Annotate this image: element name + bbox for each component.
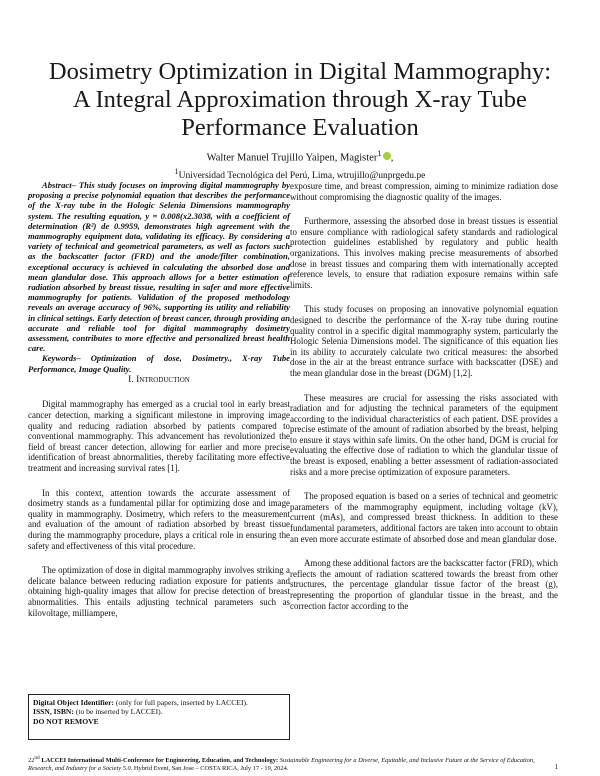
abstract-label: Abstract: [42, 180, 72, 190]
right-paragraph: The proposed equation is based on a series of technical and geometric parameters of the mammography equipment, including voltage (kV), current (mAs), and compressed breast thickness. In addition to these fundamental parameters, additional factors are taken into account to obtain an even more accurate estimate of absorbed dose and mean glandular dose.: [290, 491, 558, 544]
keywords: [28, 353, 290, 373]
footer-venue: Hybrid Event, San Jose – COSTA RICA, July 17 - 19, 2024.: [132, 765, 289, 773]
keywords-label: Keywords: [42, 353, 77, 364]
footer-conference: LACCEI International Multi-Conference for Engineering, Education, and Technology:: [39, 757, 279, 765]
section-number: I.: [128, 374, 134, 385]
doi-label: Digital Object Identifier:: [33, 698, 114, 707]
right-paragraph: This study focuses on proposing an innovative polynomial equation designed to describe the performance of the X-ray tube during routine quality control in a specific digital mammography system, particularly the Hologic Selenia Dimensions model. The significance of this equation lies in its ability to accurately calculate two critical measures: the absorbed dose in the air at the breast entrance surface with backscatter (DSE) and the mean glandular dose in the breast (DGM) [1,2].: [290, 304, 558, 378]
abstract-text: – This study focuses on improving digital mammography by proposing a precise polynomial equation that describes the performance of the X-ray tube in the Hologic Selenia Dimensions mammography system. The resulting equation, y = 0.008(x2.3038, with a coefficient of determination (R²) de 0.9959, demonstrates high agreement with the mammography equipment data, validating its efficacy. By considering a variety of technical and geometrical parameters, as well as factors such as the backscatter factor (FRD) and the anode/filter combination, exceptional accuracy is achieved in calculating the absorbed dose and mean glandular dose. This approach allows for a better estimation of radiation absorbed by breast tissue, resulting in safer and more effective mammography for patients. Validation of the proposed methodology reveals an average accuracy of 96%, supporting its utility and reliability in clinical settings. Early detection of breast cancer, through providing an accurate and reliable tool for digital mammography dosimetry assessment, contributes to more effective and personalized breast health care.: [28, 180, 290, 354]
issn-note: (to be inserted by LACCEI).: [73, 707, 163, 717]
section-title: Introduction: [136, 374, 190, 385]
issn-label: ISSN, ISBN:: [33, 707, 74, 717]
author-name: Walter Manuel Trujillo Yaipen, Magister: [206, 152, 378, 164]
author-block: Walter Manuel Trujillo Yaipen, Magister$^1$ , $^1$Universidad Tecnológica del Perú, Lima, wtrujillo@unprgedu.pe: [40, 147, 560, 183]
left-paragraph: In this context, attention towards the accurate assessment of dosimetry stands as a fundamental pillar for optimizing dose and image quality in mammography. Dosimetry, which refers to the measurement and evaluation of the amount of radiation absorbed by breast tissue during the mammography procedure, plays a critical role in ensuring the safety and effectiveness of this vital procedure.: [28, 487, 290, 551]
left-column: [28, 180, 290, 632]
keywords-text: – Optimization of dose, Dosimetry., X-ray Tube Performance, Image Quality.: [28, 353, 290, 374]
left-paragraph: The optimization of dose in digital mammography involves striking a delicate balance between reducing radiation exposure for patients and obtaining high-quality images that allow for precise detection of breast abnormalities. This entails adjusting technical parameters such as kilovoltage, milliampere,: [28, 565, 290, 618]
left-paragraph: Digital mammography has emerged as a crucial tool in early breast cancer detection, marking a significant milestone in improving image quality and reducing radiation absorbed by patients compared to conventional mammography. This advancement has revolutionized the field of breast cancer detection, allowing for earlier and more precise identification of breast abnormalities, thereby facilitating more effective treatment and increasing survival rates [1].: [28, 399, 290, 474]
paper-title: Dosimetry Optimization in Digital Mammography: A Integral Approximation through X-ray Tube Performance Evaluation: [48, 58, 552, 141]
right-paragraph: Furthermore, assessing the absorbed dose in breast tissues is essential to ensure compliance with radiological safety standards and radiological protection guidelines established by regulatory and public health organizations. This involves making precise measurements of absorbed dose in breast tissues and comparing them with internationally accepted reference levels, to ensure that radiation exposure remains within safe limits.: [290, 216, 558, 290]
do-not-remove: DO NOT REMOVE: [33, 716, 99, 726]
affiliation-text: Universidad Tecnológica del Perú, Lima, wtrujillo@unprgedu.pe: [178, 170, 426, 181]
right-paragraph: Among these additional factors are the backscatter factor (FRD), which reflects the amount of radiation scattered towards the breast from other structures, the percentage glandular tissue factor of the breast (g), representing the proportion of glandular tissue in the breast, and the correction factor according to the: [290, 558, 558, 611]
affiliation-superscript: 1: [174, 166, 179, 176]
doi-notice-box: [28, 694, 290, 740]
conference-footer: [28, 754, 558, 773]
doi-note: (only for full papers, inserted by LACCEI).: [113, 698, 248, 707]
right-paragraph: These measures are crucial for assessing the risks associated with radiation and for adjusting the technical parameters of the equipment according to the individual characteristics of each patient. DSE provides a precise estimate of the amount of radiation absorbed by the breast, helping to ensure it stays within safe limits. On the other hand, DGM is crucial for evaluating the effective dose of radiation to which the glandular tissue of the breast is exposed, enabling a better assessment of radiation-associated risks and a more precise optimization of exposure parameters.: [290, 392, 558, 477]
right-paragraph: exposure time, and breast compression, aiming to minimize radiation dose without compromising the diagnostic quality of the images.: [290, 181, 558, 202]
abstract: [28, 180, 290, 353]
footer-ordinal-sup: nd: [34, 755, 40, 761]
issn-line: [33, 707, 285, 716]
right-column: [290, 181, 558, 625]
author-superscript: 1: [377, 148, 382, 158]
section-heading: [28, 375, 290, 386]
footer-theme: Sustainable Engineering for a Diverse, Equitable, and Inclusive Future at the Service of Education, Research, and Industry for a Society 5.0.: [28, 757, 535, 773]
doi-line: [33, 698, 285, 707]
footer-ordinal: 22: [28, 757, 35, 765]
orcid-icon[interactable]: [383, 152, 391, 160]
page-number: 1: [554, 763, 558, 771]
